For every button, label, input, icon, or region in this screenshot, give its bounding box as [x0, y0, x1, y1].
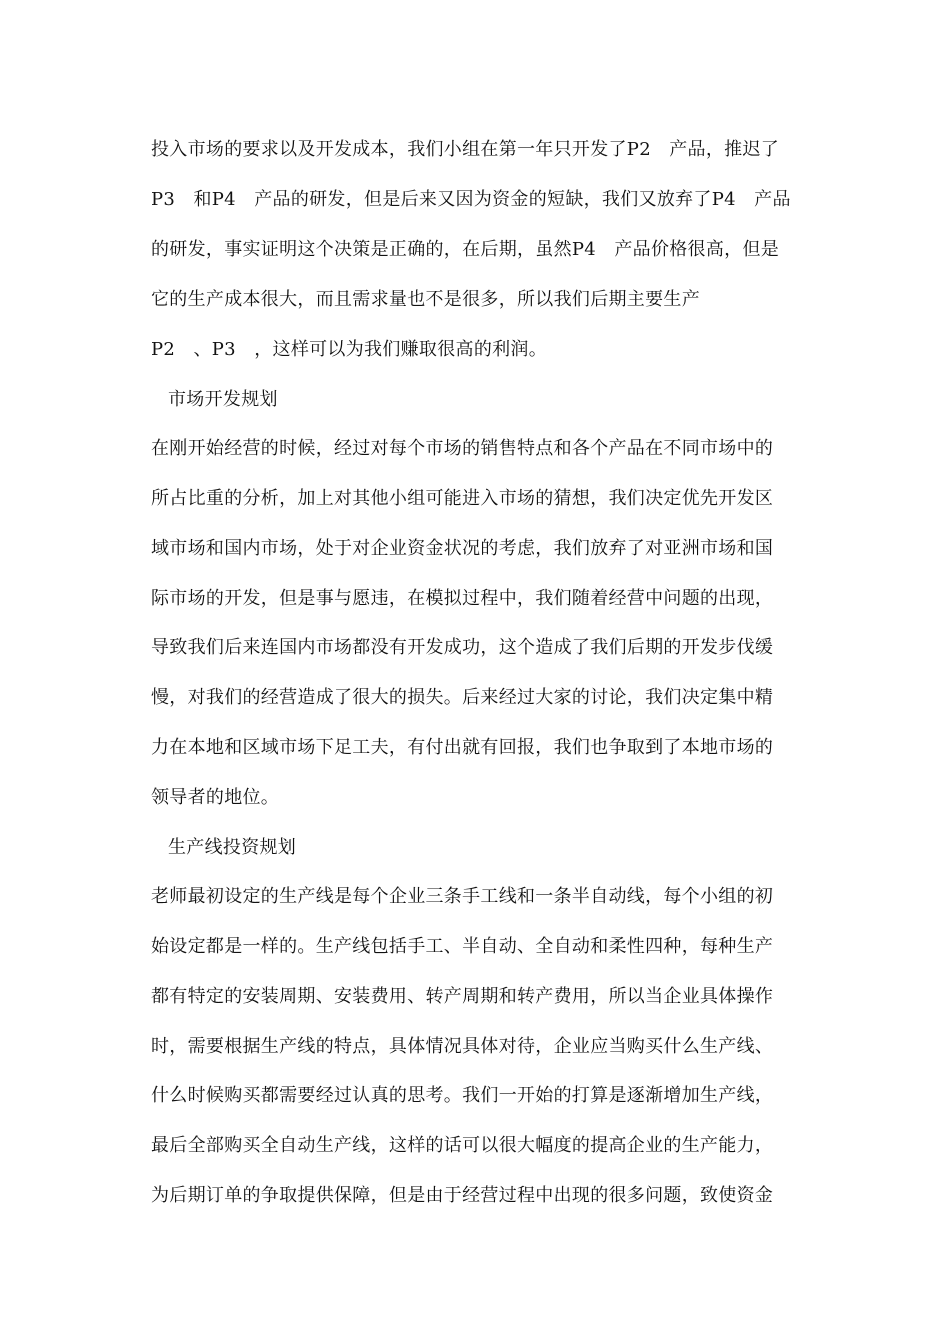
- paragraph-line: P3 和P4 产品的研发，但是后来又因为资金的短缺，我们又放弃了P4 产品: [151, 189, 791, 210]
- paragraph-line: 始设定都是一样的。生产线包括手工、半自动、全自动和柔性四种，每种生产: [151, 936, 774, 957]
- paragraph-line: 最后全部购买全自动生产线，这样的话可以很大幅度的提高企业的生产能力，: [151, 1135, 774, 1156]
- section-heading-production-line-investment: 生产线投资规划: [168, 837, 297, 858]
- paragraph-line: 在刚开始经营的时候，经过对每个市场的销售特点和各个产品在不同市场中的: [151, 438, 774, 459]
- paragraph-line: 领导者的地位。: [151, 787, 280, 808]
- paragraph-line: 投入市场的要求以及开发成本，我们小组在第一年只开发了P2 产品，推迟了: [151, 139, 780, 160]
- paragraph-line: 它的生产成本很大，而且需求量也不是很多，所以我们后期主要生产: [151, 289, 700, 310]
- paragraph-line: 老师最初设定的生产线是每个企业三条手工线和一条半自动线，每个小组的初: [151, 886, 774, 907]
- paragraph-line: 慢，对我们的经营造成了很大的损失。后来经过大家的讨论，我们决定集中精: [151, 687, 774, 708]
- paragraph-line: 域市场和国内市场，处于对企业资金状况的考虑，我们放弃了对亚洲市场和国: [151, 538, 774, 559]
- paragraph-line: 所占比重的分析，加上对其他小组可能进入市场的猜想，我们决定优先开发区: [151, 488, 774, 509]
- paragraph-line: 什么时候购买都需要经过认真的思考。我们一开始的打算是逐渐增加生产线，: [151, 1085, 774, 1106]
- paragraph-line: 为后期订单的争取提供保障，但是由于经营过程中出现的很多问题，致使资金: [151, 1185, 774, 1206]
- paragraph-line: 时，需要根据生产线的特点，具体情况具体对待，企业应当购买什么生产线、: [151, 1036, 774, 1057]
- section-heading-market-development: 市场开发规划: [168, 389, 278, 410]
- paragraph-line: 导致我们后来连国内市场都没有开发成功，这个造成了我们后期的开发步伐缓: [151, 637, 774, 658]
- paragraph-line: P2 、P3 ，这样可以为我们赚取很高的利润。: [151, 339, 548, 360]
- paragraph-line: 力在本地和区域市场下足工夫，有付出就有回报，我们也争取到了本地市场的: [151, 737, 774, 758]
- paragraph-line: 都有特定的安装周期、安装费用、转产周期和转产费用，所以当企业具体操作: [151, 986, 774, 1007]
- paragraph-line: 际市场的开发，但是事与愿违，在模拟过程中，我们随着经营中问题的出现，: [151, 588, 774, 609]
- paragraph-line: 的研发，事实证明这个决策是正确的，在后期，虽然P4 产品价格很高，但是: [151, 239, 780, 260]
